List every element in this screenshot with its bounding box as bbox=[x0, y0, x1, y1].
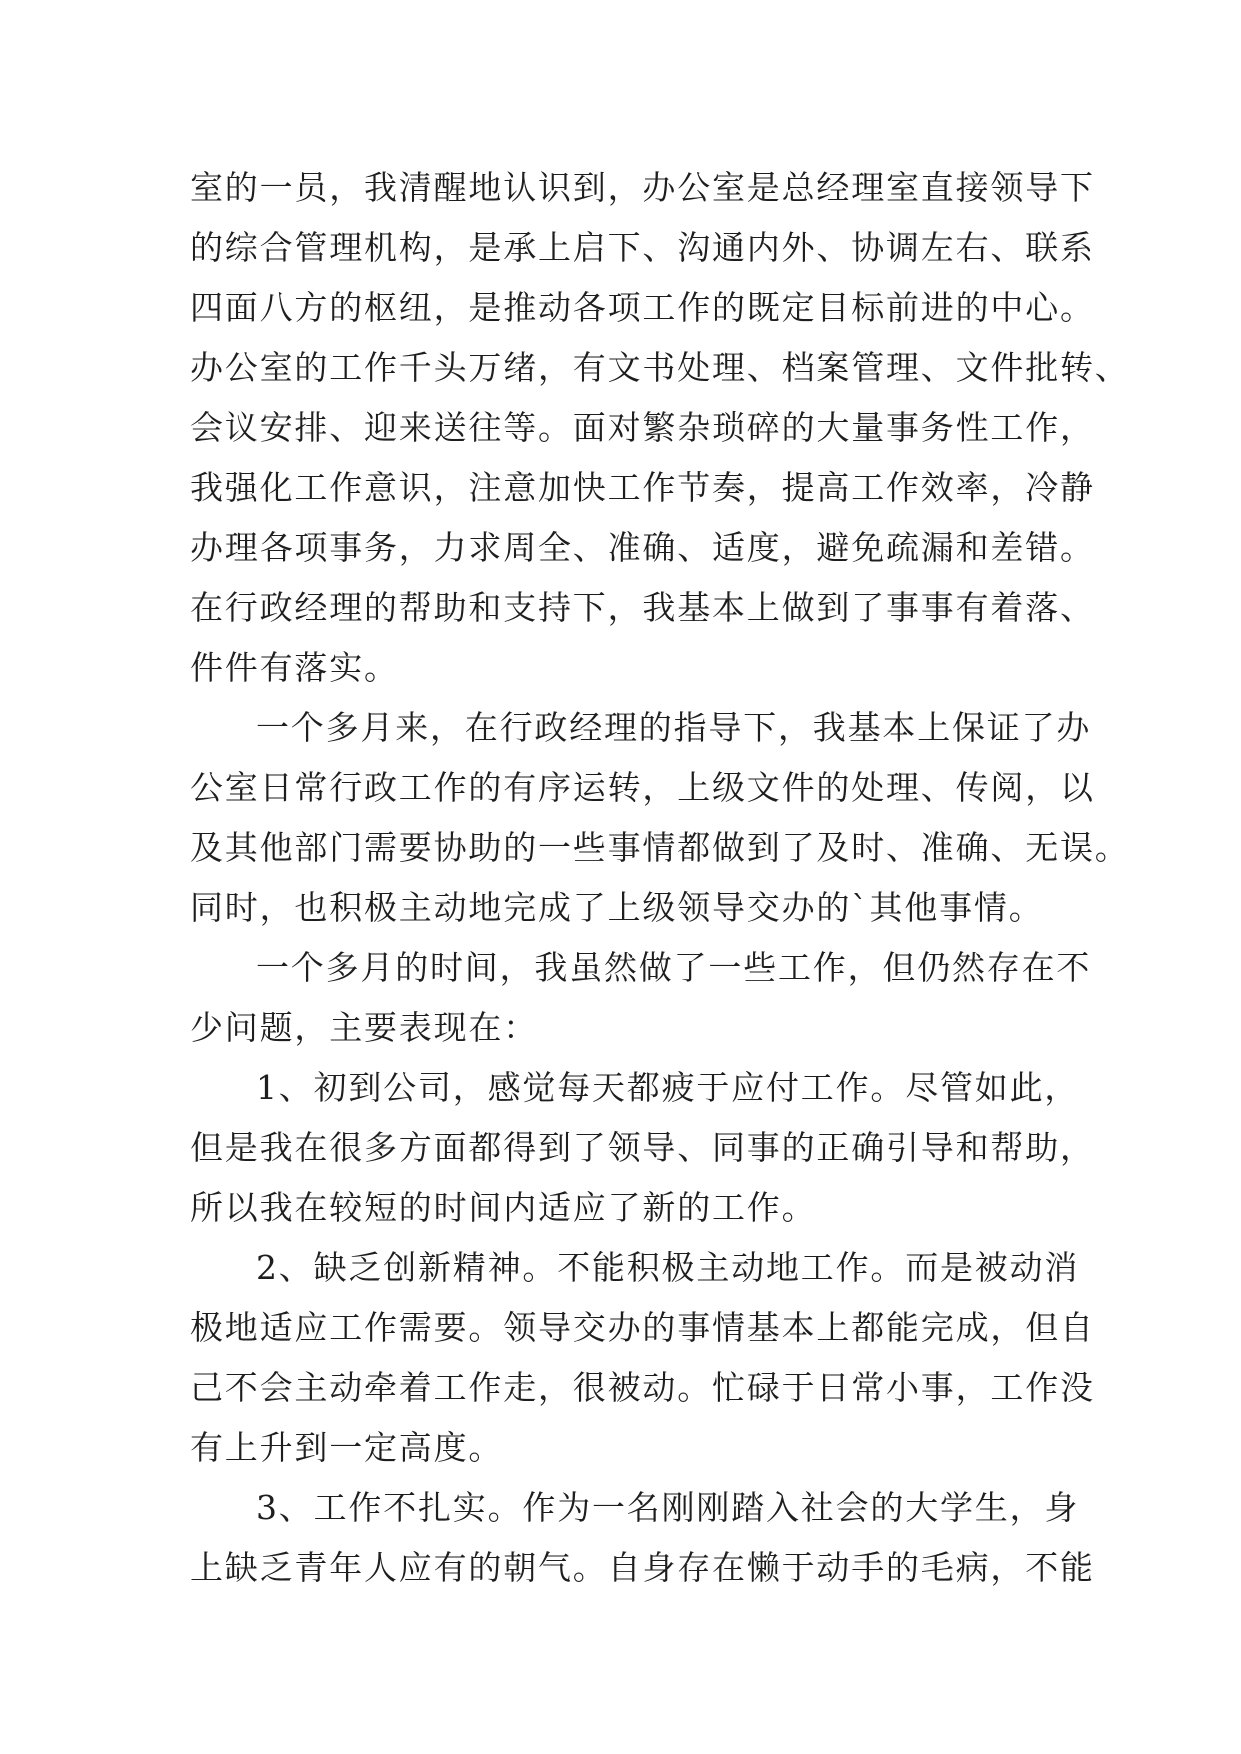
text-line: 四面八方的枢纽，是推动各项工作的既定目标前进的中心。 bbox=[190, 288, 1095, 327]
text-line: 有上升到一定高度。 bbox=[190, 1428, 504, 1467]
text-line: 在行政经理的帮助和支持下，我基本上做到了事事有着落、 bbox=[190, 588, 1095, 627]
text-line: 的综合管理机构，是承上启下、沟通内外、协调左右、联系 bbox=[190, 228, 1095, 267]
paragraph bbox=[190, 1058, 1095, 1238]
text-line: 同时，也积极主动地完成了上级领导交办的`其他事情。 bbox=[190, 888, 1044, 927]
document-body bbox=[190, 158, 1130, 1598]
text-line: 2、缺乏创新精神。不能积极主动地工作。而是被动消 bbox=[256, 1248, 1080, 1287]
text-line: 己不会主动牵着工作走，很被动。忙碌于日常小事，工作没 bbox=[190, 1368, 1095, 1407]
text-line: 所以我在较短的时间内适应了新的工作。 bbox=[190, 1188, 817, 1227]
paragraph bbox=[190, 938, 1092, 1058]
text-line: 上缺乏青年人应有的朝气。自身存在懒于动手的毛病，不能 bbox=[190, 1548, 1095, 1587]
text-line: 1、初到公司，感觉每天都疲于应付工作。尽管如此， bbox=[256, 1068, 1080, 1107]
paragraph bbox=[190, 698, 1130, 938]
text-line: 会议安排、迎来送往等。面对繁杂琐碎的大量事务性工作， bbox=[190, 408, 1095, 447]
paragraph bbox=[190, 1238, 1095, 1478]
text-line: 一个多月来，在行政经理的指导下，我基本上保证了办 bbox=[256, 708, 1092, 747]
text-line: 件件有落实。 bbox=[190, 648, 399, 687]
text-line: 但是我在很多方面都得到了领导、同事的正确引导和帮助， bbox=[190, 1128, 1095, 1167]
paragraph bbox=[190, 1478, 1095, 1598]
text-line: 极地适应工作需要。领导交办的事情基本上都能完成，但自 bbox=[190, 1308, 1095, 1347]
text-line: 我强化工作意识，注意加快工作节奏，提高工作效率，冷静 bbox=[190, 468, 1095, 507]
text-line: 少问题，主要表现在： bbox=[190, 1008, 538, 1047]
text-line: 办公室的工作千头万绪，有文书处理、档案管理、文件批转、 bbox=[190, 348, 1130, 387]
text-line: 一个多月的时间，我虽然做了一些工作，但仍然存在不 bbox=[256, 948, 1092, 987]
text-line: 办理各项事务，力求周全、准确、适度，避免疏漏和差错。 bbox=[190, 528, 1095, 567]
text-line: 室的一员，我清醒地认识到，办公室是总经理室直接领导下 bbox=[190, 168, 1095, 207]
paragraph bbox=[190, 158, 1130, 698]
text-line: 公室日常行政工作的有序运转，上级文件的处理、传阅，以 bbox=[190, 768, 1095, 807]
text-line: 3、工作不扎实。作为一名刚刚踏入社会的大学生，身 bbox=[256, 1488, 1080, 1527]
text-line: 及其他部门需要协助的一些事情都做到了及时、准确、无误。 bbox=[190, 828, 1130, 867]
